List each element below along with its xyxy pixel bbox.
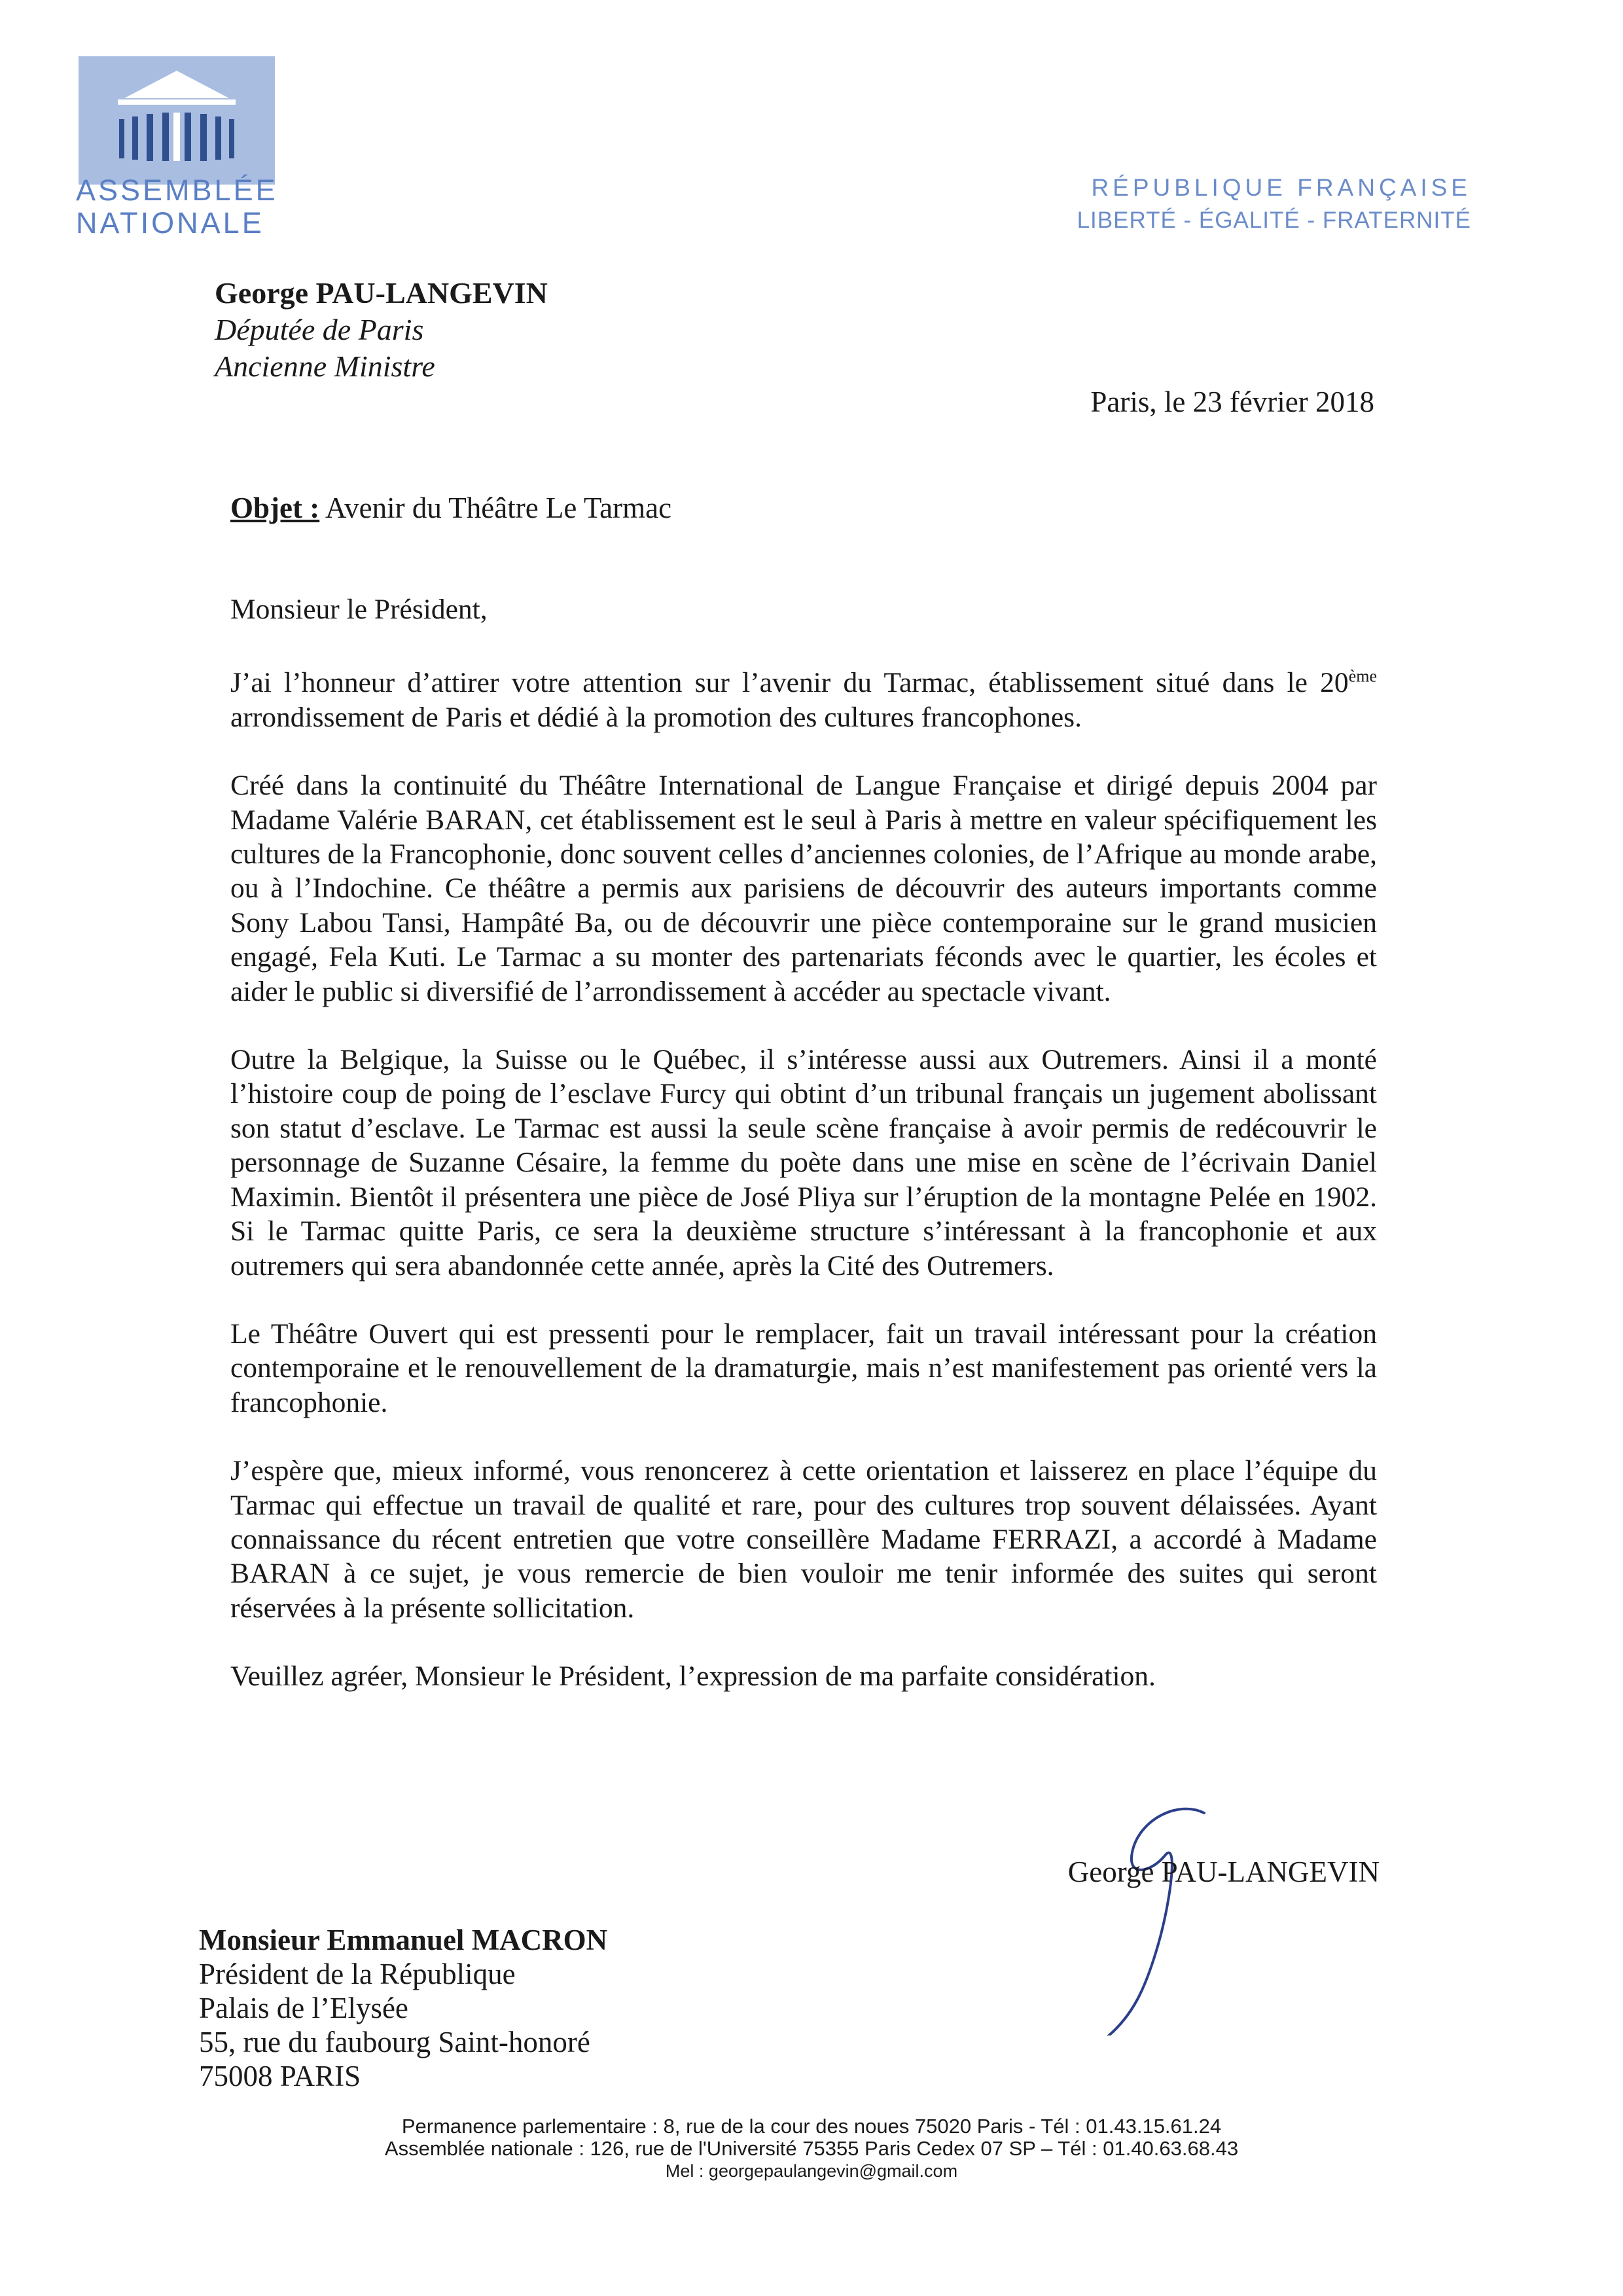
- subject-label: Objet :: [230, 492, 320, 524]
- paragraph-5: J’espère que, mieux informé, vous renoncerez à cette orientation et laisserez en place l’équipe du Tarmac qui effectue un travail de qualité et rare, pour des cultures trop souvent délaissées. Ayant connaissance du récent entretien que votre conseillère Madame FERRAZI, a accordé à Madame BARAN à ce sujet, je vous remercie de bien vouloir me tenir informée des suites qui seront réservées à la présente sollicitation.: [230, 1455, 1377, 1624]
- republic-motto: LIBERTÉ - ÉGALITÉ - FRATERNITÉ: [1077, 207, 1471, 233]
- salutation: Monsieur le Président,: [230, 594, 488, 625]
- addressee-line3: 55, rue du faubourg Saint-honoré: [199, 2026, 590, 2058]
- letter-date: Paris, le 23 février 2018: [1090, 386, 1374, 418]
- assemblee-logo: [79, 56, 275, 185]
- superscript-eme: ème: [1348, 666, 1377, 686]
- footer-line1: Permanence parlementaire : 8, rue de la cour des noues 75020 Paris - Tél : 01.43.15.61.24: [401, 2115, 1222, 2138]
- addressee-block: [199, 1923, 607, 2093]
- footer-email: Mel : georgepaulangevin@gmail.com: [665, 2161, 958, 2181]
- subject-line: [230, 491, 671, 525]
- assemblee-logo-text: [76, 174, 298, 240]
- sender-block: [215, 275, 548, 385]
- sender-title1: Députée de Paris: [215, 313, 424, 346]
- paragraph-3: Outre la Belgique, la Suisse ou le Québec, il s’intéresse aussi aux Outremers. Ainsi il a monté l’histoire coup de poing de l’esclave Furcy qui obtint d’un tribunal français un jugement abolissant son statut d’esclave. Le Tarmac est aussi la seule scène française à avoir permis de redécouvrir le personnage de Suzanne Césaire, la femme du poète dans une mise en scène de l’écrivain Daniel Maximin. Bientôt il présentera une pièce de José Pliya sur l’éruption de la montagne Pelée en 1902. Si le Tarmac quitte Paris, ce sera la deuxième structure s’intéressant à la francophonie et aux outremers qui sera abandonnée cette année, après la Cité des Outremers.: [230, 1044, 1377, 1282]
- addressee-line1: Président de la République: [199, 1958, 516, 1990]
- letter-body: [230, 592, 1377, 1728]
- paragraph-1: J’ai l’honneur d’attirer votre attention sur l’avenir du Tarmac, établissement situé dans le 20ème arrondissement de Paris et dédié à la promotion des cultures francophones.: [230, 666, 1377, 733]
- parliament-columns-icon: [79, 56, 275, 185]
- signature-name: George PAU-LANGEVIN: [1067, 1856, 1380, 1888]
- institution-line2: NATIONALE: [76, 206, 264, 240]
- institution-line1: ASSEMBLÉE: [76, 173, 278, 207]
- closing: Veuillez agréer, Monsieur le Président, l’expression de ma parfaite considération.: [230, 1660, 1156, 1693]
- addressee-name: Monsieur Emmanuel MACRON: [199, 1924, 608, 1956]
- republic-line1: RÉPUBLIQUE FRANÇAISE: [1091, 174, 1471, 201]
- republic-header: [1077, 171, 1471, 237]
- addressee-line2: Palais de l’Elysée: [199, 1992, 408, 2024]
- footer-line2: Assemblée nationale : 126, rue de l'Université 75355 Paris Cedex 07 SP – Tél : 01.40.63.68.43: [384, 2137, 1239, 2160]
- footer-contact: [0, 2115, 1623, 2182]
- paragraph-4: Le Théâtre Ouvert qui est pressenti pour le remplacer, fait un travail intéressant pour la création contemporaine et le renouvellement de la dramaturgie, mais n’est manifestement pas orienté vers la francophonie.: [230, 1318, 1377, 1418]
- sender-name: George PAU-LANGEVIN: [215, 276, 548, 310]
- handwritten-signature: [1080, 1793, 1224, 2036]
- sender-title2: Ancienne Ministre: [215, 350, 435, 383]
- addressee-line4: 75008 PARIS: [199, 2060, 361, 2092]
- paragraph-2: Créé dans la continuité du Théâtre International de Langue Française et dirigé depuis 2004 par Madame Valérie BARAN, cet établissement est le seul à Paris à mettre en valeur spécifiquement les cultures de la Francophonie, donc souvent celles d’anciennes colonies, de l’Afrique au monde arabe, ou à l’Indochine. Ce théâtre a permis aux parisiens de découvrir des auteurs importants comme Sony Labou Tansi, Hampâté Ba, ou de découvrir une pièce contemporaine sur le grand musicien engagé, Fela Kuti. Le Tarmac a su monter des partenariats féconds avec le quartier, les écoles et aider le public si diversifié de l’arrondissement à accéder au spectacle vivant.: [230, 770, 1377, 1007]
- subject-text: Avenir du Théâtre Le Tarmac: [319, 492, 672, 524]
